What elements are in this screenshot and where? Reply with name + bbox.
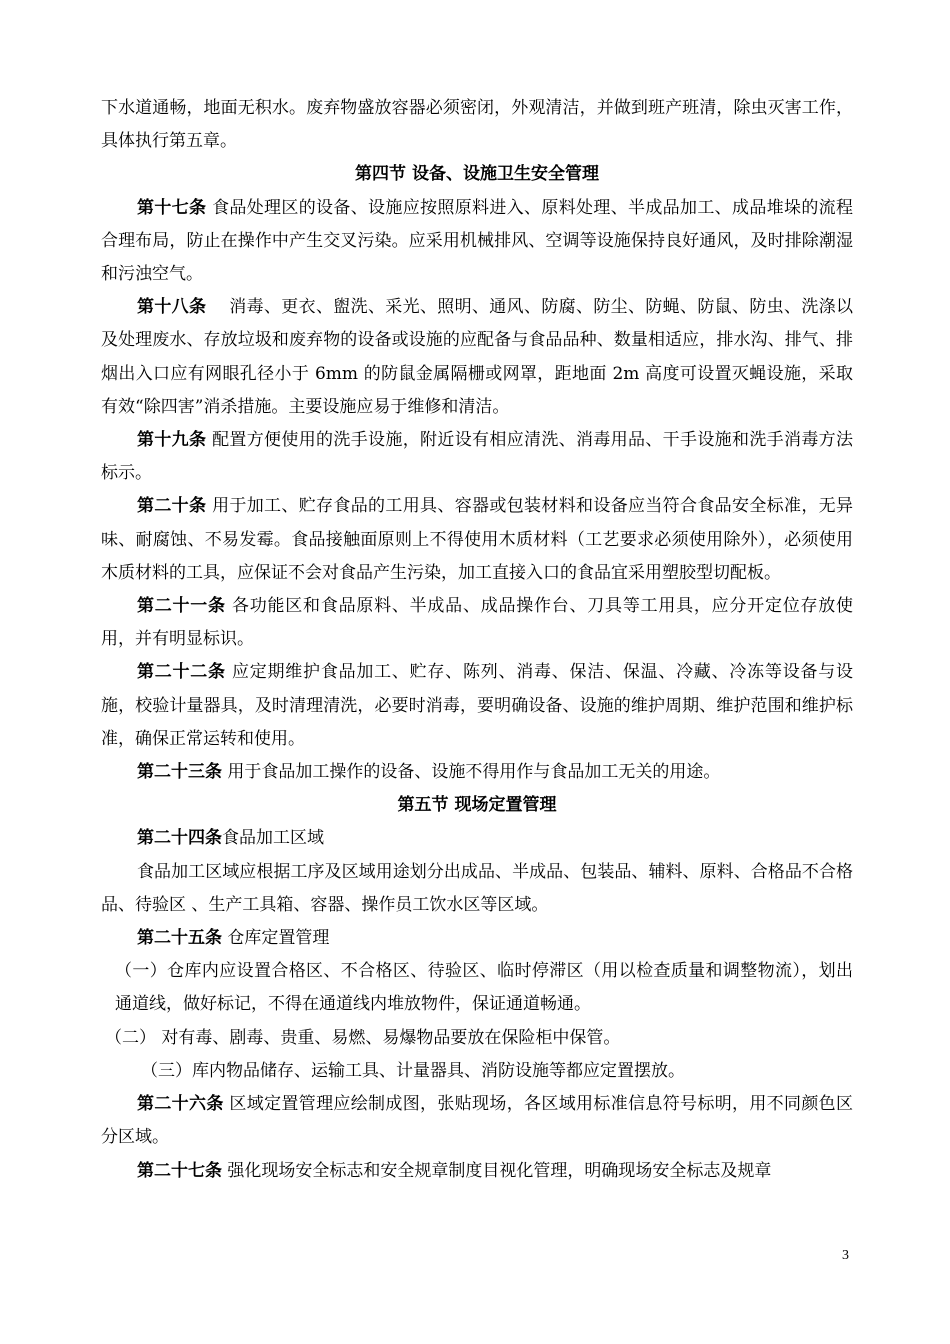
article-17-text: 食品处理区的设备、设施应按照原料进入、原料处理、半成品加工、成品堆垛的流程合理布局，防止在操作中产生交叉污染。应采用机械排风、空调等设施保持良好通风，及时排除潮湿和污浊空气。 [101, 197, 853, 285]
article-19 [101, 424, 853, 490]
article-23-text: 用于食品加工操作的设备、设施不得用作与食品加工无关的用途。 [222, 762, 721, 783]
article-17 [101, 192, 853, 292]
article-17-label: 第十七条 [137, 197, 207, 218]
article-18-label: 第十八条 [137, 297, 207, 318]
article-25-text: 仓库定置管理 [222, 928, 330, 949]
article-24 [101, 822, 853, 855]
article-20-label: 第二十条 [137, 496, 207, 517]
article-22-label: 第二十二条 [137, 662, 226, 683]
article-23 [101, 756, 853, 789]
article-25 [101, 922, 853, 955]
article-20 [101, 490, 853, 590]
article-20-text: 用于加工、贮存食品的工用具、容器或包装材料和设备应当符合食品安全标准，无异味、耐腐蚀、不易发霉。食品接触面原则上不得使用木质材料（工艺要求必须使用除外），必须使用木质材料的工具，应保证不会对食品产生污染，加工直接入口的食品宜采用塑胶型切配板。 [101, 496, 853, 583]
article-24-label: 第二十四条 [137, 828, 222, 849]
article-19-text: 配置方便使用的洗手设施，附近设有相应清洗、消毒用品、干手设施和洗手消毒方法标示。 [101, 430, 853, 484]
article-26 [101, 1088, 853, 1154]
article-23-label: 第二十三条 [137, 762, 222, 783]
section-heading-5: 第五节 现场定置管理 [397, 795, 557, 816]
paragraph-continuation: 下水道通畅，地面无积水。废弃物盛放容器必须密闭，外观清洁，并做到班产班清，除虫灭害工作，具体执行第五章。 [101, 98, 853, 152]
article-21-text: 各功能区和食品原料、半成品、成品操作台、刀具等工用具，应分开定位存放使用，并有明显标识。 [101, 596, 853, 650]
article-18 [101, 291, 853, 424]
article-24-body: 食品加工区域应根据工序及区域用途划分出成品、半成品、包装品、辅料、原料、合格品不合格品、待验区 、生产工具箱、容器、操作员工饮水区等区域。 [101, 861, 853, 915]
article-27-label: 第二十七条 [137, 1160, 222, 1181]
article-21 [101, 590, 853, 656]
article-18-text: 消毒、更衣、盥洗、采光、照明、通风、防腐、防尘、防蝇、防鼠、防虫、洗涤以及处理废水、存放垃圾和废弃物的设备或设施的应配备与食品品种、数量相适应，排水沟、排气、排烟出入口应有网眼孔径小于 6mm 的防鼠金属隔栅或网罩，距地面 2m 高度可设置灭蝇设施，采取有效“除四害”消杀措施。主要设施应易于维修和清洁。 [101, 297, 853, 417]
page-number: 3 [842, 1248, 849, 1263]
section-heading-4: 第四节 设备、设施卫生安全管理 [355, 164, 599, 185]
article-27-text: 强化现场安全标志和安全规章制度目视化管理，明确现场安全标志及规章 [222, 1160, 772, 1181]
article-26-label: 第二十六条 [137, 1094, 224, 1115]
article-25-label: 第二十五条 [137, 928, 222, 949]
article-25-item-3: （三）库内物品储存、运输工具、计量器具、消防设施等都应定置摆放。 [141, 1060, 685, 1081]
article-26-text: 区域定置管理应绘制成图，张贴现场，各区域用标准信息符号标明，用不同颜色区分区域。 [101, 1094, 854, 1148]
article-24-text: 食品加工区域 [222, 828, 324, 849]
article-22 [101, 656, 853, 756]
document-body [101, 92, 853, 1188]
article-27 [101, 1155, 853, 1188]
article-21-label: 第二十一条 [137, 596, 226, 617]
article-22-text: 应定期维护食品加工、贮存、陈列、消毒、保洁、保温、冷藏、冷冻等设备与设施，校验计量器具，及时清理清洗，必要时消毒，要明确设备、设施的维护周期、维护范围和维护标准，确保正常运转和使用。 [101, 662, 853, 749]
article-19-label: 第十九条 [137, 430, 207, 451]
article-25-item-2: （二） 对有毒、剧毒、贵重、易燃、易爆物品要放在保险柜中保管。 [105, 1027, 621, 1048]
article-25-item-1: （一）仓库内应设置合格区、不合格区、待验区、临时停滞区（用以检查质量和调整物流），划出通道线，做好标记，不得在通道线内堆放物件，保证通道畅通。 [115, 961, 853, 1015]
